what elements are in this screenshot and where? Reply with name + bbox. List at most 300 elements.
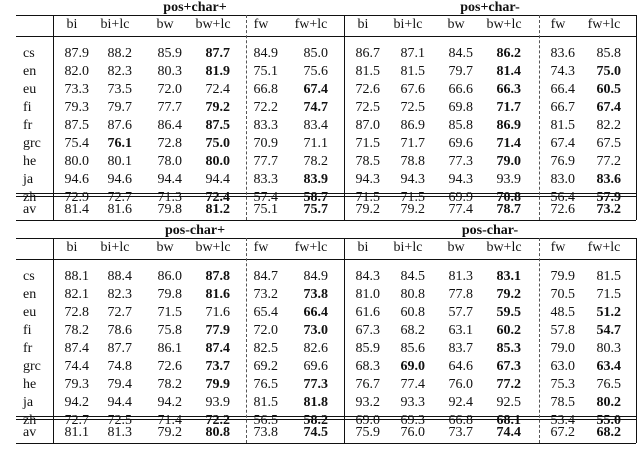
average-label: av — [23, 202, 37, 217]
column-header: fw+lc — [294, 240, 328, 255]
table-cell: 83.1 — [496, 269, 521, 284]
average-cell: 81.3 — [107, 425, 132, 440]
language-label: grc — [23, 136, 41, 151]
table-cell: 83.3 — [253, 172, 278, 187]
table-cell: 83.3 — [253, 118, 278, 133]
block-title: pos-char+ — [164, 223, 226, 238]
table-cell: 85.0 — [303, 46, 328, 61]
table-cell: 83.9 — [303, 172, 328, 187]
table-cell: 83.7 — [448, 341, 473, 356]
table-cell: 68.1 — [496, 413, 521, 428]
table-cell: 75.6 — [303, 64, 328, 79]
language-label: zh — [23, 190, 37, 205]
table-cell: 94.3 — [355, 172, 380, 187]
table-cell: 81.3 — [448, 269, 473, 284]
table-cell: 94.4 — [107, 395, 132, 410]
table-cell: 85.3 — [496, 341, 521, 356]
average-rule — [16, 416, 636, 417]
column-header: bi — [66, 17, 78, 32]
table-cell: 67.3 — [355, 323, 380, 338]
table-cell: 83.0 — [550, 172, 575, 187]
average-rule — [16, 196, 636, 197]
table-cell: 77.2 — [496, 377, 521, 392]
table-cell: 87.4 — [64, 341, 89, 356]
block-title: pos+char+ — [163, 0, 227, 15]
table-cell: 94.3 — [448, 172, 473, 187]
table-cell: 72.2 — [253, 100, 278, 115]
average-cell: 80.8 — [205, 425, 230, 440]
table-cell: 72.0 — [157, 82, 182, 97]
table-cell: 81.8 — [303, 395, 328, 410]
column-divider — [344, 15, 345, 220]
average-cell: 76.0 — [400, 425, 425, 440]
table-cell: 72.5 — [107, 413, 132, 428]
table-cell: 77.3 — [303, 377, 328, 392]
table-cell: 87.6 — [107, 118, 132, 133]
column-header: fw — [550, 17, 566, 32]
table-cell: 79.7 — [107, 100, 132, 115]
column-header: fw — [253, 17, 269, 32]
table-cell: 83.4 — [303, 118, 328, 133]
table-cell: 67.4 — [303, 82, 328, 97]
average-cell: 79.2 — [355, 202, 380, 217]
table-cell: 71.4 — [157, 413, 182, 428]
average-cell: 75.1 — [253, 202, 278, 217]
column-header: fw+lc — [587, 240, 621, 255]
table-cell: 82.6 — [303, 341, 328, 356]
table-cell: 70.5 — [550, 287, 575, 302]
column-divider — [636, 238, 637, 443]
column-divider — [53, 238, 54, 443]
table-cell: 93.9 — [496, 172, 521, 187]
table-cell: 73.5 — [107, 82, 132, 97]
table-cell: 77.3 — [448, 154, 473, 169]
table-cell: 79.3 — [64, 377, 89, 392]
table-cell: 67.4 — [596, 100, 621, 115]
table-cell: 56.4 — [550, 190, 575, 205]
table-cell: 75.4 — [64, 136, 89, 151]
table-cell: 71.7 — [496, 100, 521, 115]
average-cell: 79.8 — [157, 202, 182, 217]
column-header: bw — [447, 17, 465, 32]
column-divider — [344, 238, 345, 443]
header-rule — [16, 15, 636, 16]
language-label: ja — [23, 172, 34, 187]
table-cell: 72.6 — [157, 359, 182, 374]
table-cell: 87.9 — [64, 46, 89, 61]
table-cell: 94.2 — [64, 395, 89, 410]
language-label: fi — [23, 100, 32, 115]
table-cell: 66.4 — [550, 82, 575, 97]
language-label: he — [23, 377, 37, 392]
table-cell: 71.5 — [157, 305, 182, 320]
table-cell: 74.4 — [64, 359, 89, 374]
column-header: fw — [550, 240, 566, 255]
table-cell: 75.3 — [550, 377, 575, 392]
language-label: eu — [23, 82, 37, 97]
table-cell: 57.7 — [448, 305, 473, 320]
language-label: grc — [23, 359, 41, 374]
language-label: he — [23, 154, 37, 169]
table-cell: 60.8 — [400, 305, 425, 320]
language-label: fr — [23, 341, 33, 356]
table-cell: 78.2 — [64, 323, 89, 338]
column-header: bw — [156, 240, 174, 255]
table-cell: 76.0 — [448, 377, 473, 392]
table-cell: 75.8 — [157, 323, 182, 338]
table-cell: 79.9 — [550, 269, 575, 284]
table-cell: 79.4 — [107, 377, 132, 392]
table-cell: 88.4 — [107, 269, 132, 284]
table-cell: 82.3 — [107, 287, 132, 302]
table-cell: 92.5 — [496, 395, 521, 410]
table-cell: 79.9 — [205, 377, 230, 392]
table-cell: 81.5 — [550, 118, 575, 133]
table-cell: 67.6 — [400, 82, 425, 97]
column-header: fw+lc — [294, 17, 328, 32]
table-cell: 66.4 — [303, 305, 328, 320]
table-cell: 79.3 — [64, 100, 89, 115]
table-cell: 81.9 — [205, 64, 230, 79]
table-cell: 66.3 — [496, 82, 521, 97]
average-cell: 73.7 — [448, 425, 473, 440]
average-cell: 79.2 — [157, 425, 182, 440]
language-label: en — [23, 64, 37, 79]
column-divider — [636, 15, 637, 220]
column-header: bw+lc — [195, 17, 231, 32]
average-cell: 74.4 — [496, 425, 521, 440]
column-header: bi — [357, 240, 369, 255]
table-cell: 92.4 — [448, 395, 473, 410]
table-cell: 79.2 — [496, 287, 521, 302]
block-title: pos+char- — [460, 0, 520, 15]
language-label: ja — [23, 395, 34, 410]
table-cell: 69.0 — [400, 359, 425, 374]
table-cell: 77.9 — [205, 323, 230, 338]
table-cell: 85.8 — [596, 46, 621, 61]
table-cell: 63.0 — [550, 359, 575, 374]
table-cell: 69.9 — [448, 190, 473, 205]
table-cell: 87.4 — [205, 341, 230, 356]
table-cell: 69.0 — [355, 413, 380, 428]
table-cell: 81.4 — [496, 64, 521, 79]
average-cell: 68.2 — [596, 425, 621, 440]
table-cell: 86.2 — [496, 46, 521, 61]
column-header: fw+lc — [587, 17, 621, 32]
table-cell: 48.5 — [550, 305, 575, 320]
average-cell: 75.7 — [303, 202, 328, 217]
table-cell: 80.3 — [596, 341, 621, 356]
table-cell: 86.1 — [157, 341, 182, 356]
table-cell: 84.7 — [253, 269, 278, 284]
table-cell: 82.1 — [64, 287, 89, 302]
table-cell: 85.9 — [355, 341, 380, 356]
table-cell: 72.5 — [355, 100, 380, 115]
table-cell: 72.9 — [64, 190, 89, 205]
column-header: bi+lc — [393, 240, 423, 255]
average-cell: 81.6 — [107, 202, 132, 217]
table-cell: 66.7 — [550, 100, 575, 115]
table-cell: 81.5 — [253, 395, 278, 410]
column-header: bw+lc — [486, 17, 522, 32]
table-cell: 72.5 — [400, 100, 425, 115]
table-cell: 83.6 — [596, 172, 621, 187]
table-cell: 60.5 — [596, 82, 621, 97]
table-cell: 73.8 — [303, 287, 328, 302]
block-title: pos-char- — [461, 223, 519, 238]
table-cell: 80.2 — [596, 395, 621, 410]
column-header: bi — [66, 240, 78, 255]
average-rule — [16, 419, 636, 420]
table-cell: 78.8 — [400, 154, 425, 169]
table-cell: 94.4 — [157, 172, 182, 187]
table-cell: 88.1 — [64, 269, 89, 284]
table-cell: 93.3 — [400, 395, 425, 410]
language-label: zh — [23, 413, 37, 428]
column-header: bw — [156, 17, 174, 32]
table-cell: 60.2 — [496, 323, 521, 338]
table-cell: 72.0 — [253, 323, 278, 338]
table-cell: 78.5 — [355, 154, 380, 169]
table-cell: 79.0 — [550, 341, 575, 356]
average-cell: 78.7 — [496, 202, 521, 217]
table-cell: 65.4 — [253, 305, 278, 320]
header-rule — [16, 238, 636, 239]
table-cell: 78.5 — [550, 395, 575, 410]
table-cell: 72.7 — [107, 305, 132, 320]
table-cell: 53.4 — [550, 413, 575, 428]
table-cell: 78.6 — [107, 323, 132, 338]
table-cell: 83.6 — [550, 46, 575, 61]
table-cell: 61.6 — [355, 305, 380, 320]
header-rule — [16, 259, 636, 260]
table-cell: 56.5 — [253, 413, 278, 428]
table-cell: 87.1 — [400, 46, 425, 61]
table-cell: 69.6 — [448, 136, 473, 151]
table-cell: 69.3 — [400, 413, 425, 428]
table-cell: 82.5 — [253, 341, 278, 356]
table-cell: 72.7 — [107, 190, 132, 205]
table-cell: 77.7 — [253, 154, 278, 169]
table-cell: 72.4 — [205, 82, 230, 97]
table-cell: 72.7 — [64, 413, 89, 428]
table-cell: 74.7 — [303, 100, 328, 115]
table-cell: 66.8 — [253, 82, 278, 97]
average-cell: 72.6 — [550, 202, 575, 217]
column-header: bw+lc — [195, 240, 231, 255]
table-cell: 57.9 — [596, 190, 621, 205]
table-cell: 54.7 — [596, 323, 621, 338]
table-cell: 59.5 — [496, 305, 521, 320]
table-cell: 80.0 — [205, 154, 230, 169]
table-cell: 86.4 — [157, 118, 182, 133]
table-cell: 80.3 — [157, 64, 182, 79]
table-cell: 77.2 — [596, 154, 621, 169]
table-cell: 74.8 — [107, 359, 132, 374]
table-cell: 94.4 — [205, 172, 230, 187]
table-cell: 71.1 — [303, 136, 328, 151]
table-cell: 87.7 — [205, 46, 230, 61]
language-label: cs — [23, 46, 35, 61]
column-header: bi+lc — [100, 17, 130, 32]
table-cell: 67.3 — [496, 359, 521, 374]
table-cell: 63.4 — [596, 359, 621, 374]
average-cell: 74.5 — [303, 425, 328, 440]
bottom-rule — [16, 443, 636, 444]
table-cell: 80.1 — [107, 154, 132, 169]
average-label: av — [23, 425, 37, 440]
table-cell: 58.2 — [303, 413, 328, 428]
table-cell: 73.2 — [253, 287, 278, 302]
table-cell: 68.3 — [355, 359, 380, 374]
table-cell: 75.0 — [596, 64, 621, 79]
table-cell: 78.0 — [157, 154, 182, 169]
table-cell: 81.0 — [355, 287, 380, 302]
table-cell: 75.0 — [205, 136, 230, 151]
table-cell: 82.3 — [107, 64, 132, 79]
average-cell: 73.2 — [596, 202, 621, 217]
table-cell: 71.3 — [157, 190, 182, 205]
table-cell: 71.5 — [355, 136, 380, 151]
table-cell: 74.3 — [550, 64, 575, 79]
table-cell: 77.8 — [448, 287, 473, 302]
table-cell: 82.0 — [64, 64, 89, 79]
language-label: eu — [23, 305, 37, 320]
table-cell: 75.1 — [253, 64, 278, 79]
table-cell: 79.2 — [205, 100, 230, 115]
table-cell: 79.7 — [448, 64, 473, 79]
table-cell: 77.4 — [400, 377, 425, 392]
column-header: bi — [357, 17, 369, 32]
language-label: en — [23, 287, 37, 302]
table-cell: 72.8 — [64, 305, 89, 320]
table-cell: 70.8 — [496, 190, 521, 205]
column-divider-dashed — [246, 238, 247, 443]
table-cell: 67.5 — [596, 136, 621, 151]
table-cell: 81.5 — [355, 64, 380, 79]
table-cell: 86.7 — [355, 46, 380, 61]
table-cell: 85.6 — [400, 341, 425, 356]
table-cell: 94.2 — [157, 395, 182, 410]
column-divider — [53, 15, 54, 220]
table-cell: 57.4 — [253, 190, 278, 205]
table-cell: 71.5 — [355, 190, 380, 205]
table-cell: 80.0 — [64, 154, 89, 169]
table-cell: 70.9 — [253, 136, 278, 151]
table-cell: 79.8 — [157, 287, 182, 302]
table-cell: 87.5 — [64, 118, 89, 133]
table-cell: 87.8 — [205, 269, 230, 284]
table-cell: 80.8 — [400, 287, 425, 302]
table-cell: 76.7 — [355, 377, 380, 392]
column-header: bw — [447, 240, 465, 255]
average-cell: 81.4 — [64, 202, 89, 217]
language-label: cs — [23, 269, 35, 284]
table-cell: 69.2 — [253, 359, 278, 374]
table-cell: 94.6 — [64, 172, 89, 187]
table-cell: 81.6 — [205, 287, 230, 302]
table-cell: 71.6 — [205, 305, 230, 320]
table-cell: 71.7 — [400, 136, 425, 151]
table-cell: 76.5 — [253, 377, 278, 392]
table-cell: 78.2 — [303, 154, 328, 169]
average-cell: 77.4 — [448, 202, 473, 217]
table-cell: 77.7 — [157, 100, 182, 115]
table-cell: 71.5 — [596, 287, 621, 302]
table-cell: 76.5 — [596, 377, 621, 392]
table-cell: 82.2 — [596, 118, 621, 133]
table-cell: 55.0 — [596, 413, 621, 428]
table-cell: 86.9 — [400, 118, 425, 133]
table-cell: 94.6 — [107, 172, 132, 187]
table-cell: 78.2 — [157, 377, 182, 392]
table-cell: 73.0 — [303, 323, 328, 338]
bottom-rule — [16, 220, 636, 221]
table-cell: 79.0 — [496, 154, 521, 169]
column-header: bi+lc — [393, 17, 423, 32]
table-cell: 73.3 — [64, 82, 89, 97]
table-cell: 85.8 — [448, 118, 473, 133]
average-cell: 67.2 — [550, 425, 575, 440]
table-cell: 84.5 — [400, 269, 425, 284]
column-divider-dashed — [246, 15, 247, 220]
average-rule — [16, 193, 636, 194]
table-cell: 86.9 — [496, 118, 521, 133]
column-header: bw+lc — [486, 240, 522, 255]
header-rule — [16, 36, 636, 37]
table-cell: 87.7 — [107, 341, 132, 356]
column-header: fw — [253, 240, 269, 255]
average-cell: 75.9 — [355, 425, 380, 440]
table-cell: 72.6 — [355, 82, 380, 97]
average-cell: 79.2 — [400, 202, 425, 217]
average-cell: 73.8 — [253, 425, 278, 440]
table-cell: 69.8 — [448, 100, 473, 115]
table-cell: 71.4 — [496, 136, 521, 151]
table-cell: 87.5 — [205, 118, 230, 133]
column-divider-dashed — [539, 238, 540, 443]
column-header: bi+lc — [100, 240, 130, 255]
table-cell: 84.5 — [448, 46, 473, 61]
table-cell: 66.8 — [448, 413, 473, 428]
table-cell: 81.5 — [596, 269, 621, 284]
table-cell: 72.4 — [205, 190, 230, 205]
table-cell: 64.6 — [448, 359, 473, 374]
table-cell: 73.7 — [205, 359, 230, 374]
average-cell: 81.1 — [64, 425, 89, 440]
table-cell: 87.0 — [355, 118, 380, 133]
table-cell: 72.8 — [157, 136, 182, 151]
table-cell: 66.6 — [448, 82, 473, 97]
average-cell: 81.2 — [205, 202, 230, 217]
table-cell: 51.2 — [596, 305, 621, 320]
table-cell: 84.9 — [303, 269, 328, 284]
table-cell: 84.3 — [355, 269, 380, 284]
language-label: fr — [23, 118, 33, 133]
table-cell: 58.7 — [303, 190, 328, 205]
table-cell: 94.3 — [400, 172, 425, 187]
table-cell: 63.1 — [448, 323, 473, 338]
table-cell: 86.0 — [157, 269, 182, 284]
table-cell: 93.2 — [355, 395, 380, 410]
table-cell: 88.2 — [107, 46, 132, 61]
table-cell: 68.2 — [400, 323, 425, 338]
table-cell: 72.2 — [205, 413, 230, 428]
table-cell: 76.1 — [107, 136, 132, 151]
table-cell: 71.5 — [400, 190, 425, 205]
table-cell: 69.6 — [303, 359, 328, 374]
table-cell: 93.9 — [205, 395, 230, 410]
